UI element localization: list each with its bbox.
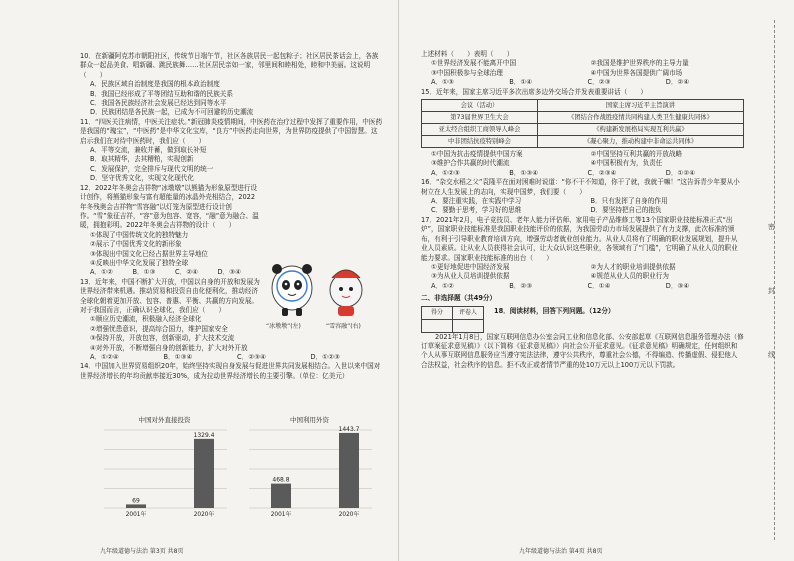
score-box	[421, 306, 484, 333]
grader-label: 评卷人	[453, 306, 484, 319]
q14-answer-b: B．①④	[509, 78, 533, 87]
q12-answer-c: C．②④	[175, 268, 199, 277]
chart-bar	[271, 484, 291, 508]
table-cell: 《构建新发展格局实现互利共赢》	[537, 124, 743, 136]
q13-stem: 13．近年来，中国不断扩大开放，中国以自身的开放和发展为世界经济带来机遇。推动贸易和投资自由化便利化，推动经济全球化朝着更加开放、包容、普惠、平衡、共赢的方向发展。对于我国而言，正确认识全球化，我们应（ ）	[80, 277, 260, 314]
data-label: 69	[132, 497, 140, 505]
q14-options	[421, 59, 744, 78]
q12-answer-a: A．①②	[90, 268, 113, 277]
q14-option-4: ④中国为世界各国提供广阔市场	[590, 68, 683, 77]
q10-option-c: C．我国各民族经济社会发展已经达到同等水平	[90, 99, 227, 108]
q15-options	[421, 150, 744, 169]
category-label: 2001年	[125, 512, 147, 518]
q17-answers	[421, 282, 744, 291]
table-cell: 第73届世界卫生大会	[422, 112, 538, 124]
q17-option-4: ④规范从业人员的职业行为	[590, 272, 669, 281]
q13-option-2: ②增强忧患意识，提高综合国力，维护国家安全	[90, 324, 228, 333]
q10-option-d: D．民族团结是各民族一起，已成为不可回避的历史潮流	[90, 108, 254, 117]
category-label: 2020年	[193, 512, 215, 518]
q15-answer-a: A．①②③	[431, 168, 460, 177]
q17-answer-d: D．③④	[665, 281, 690, 290]
chart-title: 中国利用外资	[290, 416, 329, 424]
q12-answer-d: D．③④	[217, 268, 241, 277]
q10-option-b: B．我国已经形成了平等团结互助和谐的民族关系	[90, 89, 233, 98]
mascot-label-right: “雪容融”(右)	[326, 323, 361, 330]
q14-option-3: ③中国积极参与全球治理	[431, 68, 503, 77]
q10-option-a: A．民族区域自治制度是我国的根本政治制度	[90, 80, 220, 89]
q14-answer-a: A．①③	[431, 78, 454, 87]
table-row	[422, 124, 744, 136]
q11-option-c: C．发展保护，完全排斥与现代文明的统一	[90, 164, 214, 173]
q17-answer-a: A．①②	[431, 281, 454, 290]
table-header: 会议（活动）	[422, 100, 538, 112]
q14-answer-d: D．②④	[665, 78, 690, 87]
q10-stem: 10．在新疆阿克苏市朝阳社区，传统节日端午节，社区各族居民一起包粽子；社区居民茶话会上，各族群众一起品美食、唱新疆、跳民族舞……社区居民亲如一家，邻里间和睦相处，睦和中美丽。这说明（ ）	[80, 52, 379, 79]
q12-option-3: ③体现出中国文化已经占据世界主导地位	[90, 249, 209, 258]
binding-margin	[760, 0, 784, 561]
page3-footer: 九年级道德与法治 第3页 共8页	[100, 548, 184, 555]
q13-answer-c: C．②③④	[237, 353, 266, 361]
exam-page-4	[399, 0, 794, 561]
table-cell: 中非团结抗疫特别峰会	[422, 136, 538, 148]
investment-bar-charts	[96, 412, 386, 522]
q14-option-2: ②我国是维护世界秩序的主导力量	[590, 59, 689, 68]
q17-option-3: ③为从业人员培训提供依据	[431, 272, 510, 281]
category-label: 2020年	[338, 512, 360, 518]
q13-option-3: ③保持开放，开放包容，创新驱动，扩大技术交流	[90, 334, 235, 343]
q14-option-1: ①世界经济发展不能离开中国	[431, 59, 517, 68]
category-label: 2001年	[270, 512, 292, 518]
q13-option-4: ④对外开放，不断增强自身的创新能力，扩大对外开放	[90, 343, 248, 352]
q16-option-c: C．要勤于思考，学习好的思维	[431, 206, 522, 215]
data-label: 1443.7	[338, 425, 360, 433]
section-title: 二、非选择题（共49分）	[421, 294, 497, 303]
q15-answer-d: D．①②④	[665, 168, 696, 177]
table-header-row	[422, 100, 744, 112]
chart-title: 中国对外直接投资	[138, 416, 191, 424]
chart-bar	[339, 433, 359, 508]
q14-stem: 14．中国加入世界贸易组织20年，始终坚持实现自身发展与促进世界共同发展相结合。入世以来中国对世界经济增长的年均贡献率接近30%，成为拉动世界经济增长的主要引擎。（单位：亿美元）	[80, 362, 381, 380]
q12-option-2: ②展示了中国优秀文化的新形象	[90, 240, 182, 249]
q14-answer-c: C．②③	[587, 78, 611, 87]
q15-stem: 15．近年来，国家主席习近平多次出席多边外交场合并发表重要讲话（ ）	[421, 87, 647, 96]
table-row	[422, 112, 744, 124]
q17-option-2: ②为人才的职业培训提供依据	[590, 262, 676, 271]
q15-table	[421, 99, 744, 148]
q17-option-1: ①更好地促进中国经济发展	[431, 262, 510, 271]
table-cell: 《团结合作战胜疫情共同构建人类卫生健康共同体》	[537, 112, 743, 124]
mascot-label-left: “冰墩墩”(左)	[266, 323, 301, 330]
q15-answers	[421, 169, 744, 178]
chart-bar	[194, 439, 214, 508]
data-label: 468.8	[272, 476, 290, 484]
table-cell: 亚太经合组织工商领导人峰会	[422, 124, 538, 136]
binding-dashed-line	[774, 20, 775, 540]
q18-material: 2021年1月8日，国家互联网信息办公室会同工业和信息化部、公安部起草《互联网信息服务管理办法（修订草案征求意见稿）》（以下简称《征求意见稿》）向社会公开征求意见。《征求意见稿》明确规定，任何组织和个人从事互联网信息服务应当遵守宪法法律，遵守公共秩序，尊重社会公德，不得编造、传播虚假、侵犯他人合法权益，社会秩序的信息。拒不改正或者情节严重的处10万元以上100万元以下罚款。	[421, 332, 744, 369]
q13-answer-a: A．①②④	[90, 353, 119, 361]
q12-answers	[80, 268, 260, 277]
q15-option-4: ④中国积极有为，负责任	[590, 159, 663, 168]
q15-option-2: ②中国坚持互利共赢的开放战略	[590, 150, 683, 159]
q17-stem: 17．2021年2月，电子竞技员、老年人能力评估师、家用电子产品维修工等13个国家职业技能标准正式“出炉”，国家职业技能标准是我国职业技能评价的依据，为我国劳动力市场发展提供了有力支撑，此次标准的颁布，有利于引导职业教育培训方向，增强劳动者就业创业能力。从业人员将有了明确的职业发展规划，提升从业人员素质。让从业人员获得社会认可，让大众认识这些职业，各领域有了“门槛”，它明确了从业人员的职业能力要求。国家职业技能标准的出台（ ）	[421, 215, 738, 262]
q17-answer-c: C．①④	[587, 281, 611, 290]
q13-answer-b: B．①③④	[163, 353, 193, 361]
q18-title: 18．阅读材料，回答下列问题。（12分）	[494, 306, 615, 315]
q14-answers	[421, 78, 744, 87]
q15-answer-c: C．②③④	[587, 168, 617, 177]
q12-answer-b: B．①③	[132, 268, 156, 277]
q12-option-4: ④反映出中华文化发展了独特全球	[90, 258, 189, 267]
shuey-rhon-rhon-icon	[330, 270, 362, 316]
q16-option-d: D．要坚持把自己的抱负	[590, 206, 662, 215]
q11-option-b: B．取其精华，去其糟粕，实现创新	[90, 155, 194, 164]
page4-content	[421, 50, 744, 370]
seal-char: 线	[768, 351, 775, 359]
bing-dwen-dwen-icon	[272, 264, 312, 316]
table-cell: 《凝心聚力，推动构建中非命运共同体》	[537, 136, 743, 148]
grader-field[interactable]	[453, 319, 484, 332]
q12-stem: 12．2022年冬奥会吉祥物“冰墩墩”以熊猫为形象原型进行设计创作，将熊猫形象与富有超能量的冰晶外壳相结合，2022年冬残奥会吉祥物“雪容融”以灯笼为原型进行设计创作。“雪”象征吉祥，“容”意为包容、宽容，“融”意为融合、温暖，拥抱彩明。2022年冬奥会吉祥物的设计（ ）	[80, 183, 259, 230]
q13-answers	[80, 353, 384, 362]
q13-answer-d: D．①②③	[310, 353, 340, 361]
score-field[interactable]	[422, 319, 453, 332]
q11-stem: 11．“四医关注病情，中医关注症状。”新冠肺炎疫情期间，中医药在治疗过程中发挥了重要作用，中医药是我国的“瑰宝”，“中医药”是中华文化宝库，“良方”中医药走向世界，为世界防疫提供了中国智慧。这启示我们在对待中医药时，我们应（ ）	[80, 117, 383, 145]
table-row	[422, 136, 744, 148]
q15-option-1: ①中国为抗击疫情提供中国方案	[431, 150, 523, 159]
q16-stem: 16．“杂交水稻之父”袁隆平在面对困难时说道：“你不干不知道，你干了就，我就干嘛！”这告诉青少年要从小树立在人生发展上的志向，实现中国梦，我们要（ ）	[421, 178, 740, 196]
data-label: 1329.4	[193, 431, 215, 439]
q13-option-1: ①顺应历史潮流，积极融入经济全球化	[90, 315, 202, 324]
chart-bar	[126, 504, 146, 508]
q11-option-a: A．平等交流，兼收并蓄，做到取长补短	[90, 146, 207, 155]
table-header: 国家主席习近平主旨演讲	[537, 100, 743, 112]
q17-answer-b: B．②③	[509, 281, 533, 290]
q16-option-a: A．要注重实践，在实践中学习	[431, 197, 522, 206]
q14-continuation: 上述材料（ ）表明（ ）	[421, 50, 514, 58]
mascot-illustration	[260, 258, 380, 332]
q16-option-b: B．只有发挥了自身的作用	[590, 197, 668, 206]
q15-answer-b: B．①③④	[509, 168, 539, 177]
q16-options	[421, 197, 744, 216]
seal-char: 封	[768, 287, 775, 295]
q11-option-d: D．坚守优秀文化，实现文化现代化	[90, 174, 194, 183]
score-label: 得分	[422, 306, 453, 319]
seal-char: 密	[768, 223, 775, 231]
q17-options	[421, 263, 744, 282]
q15-option-3: ③维护合作共赢的时代潮流	[431, 159, 510, 168]
q12-option-1: ①体现了中国传统文化的独特魅力	[90, 230, 189, 239]
page4-footer: 九年级道德与法治 第4页 共8页	[519, 548, 603, 555]
